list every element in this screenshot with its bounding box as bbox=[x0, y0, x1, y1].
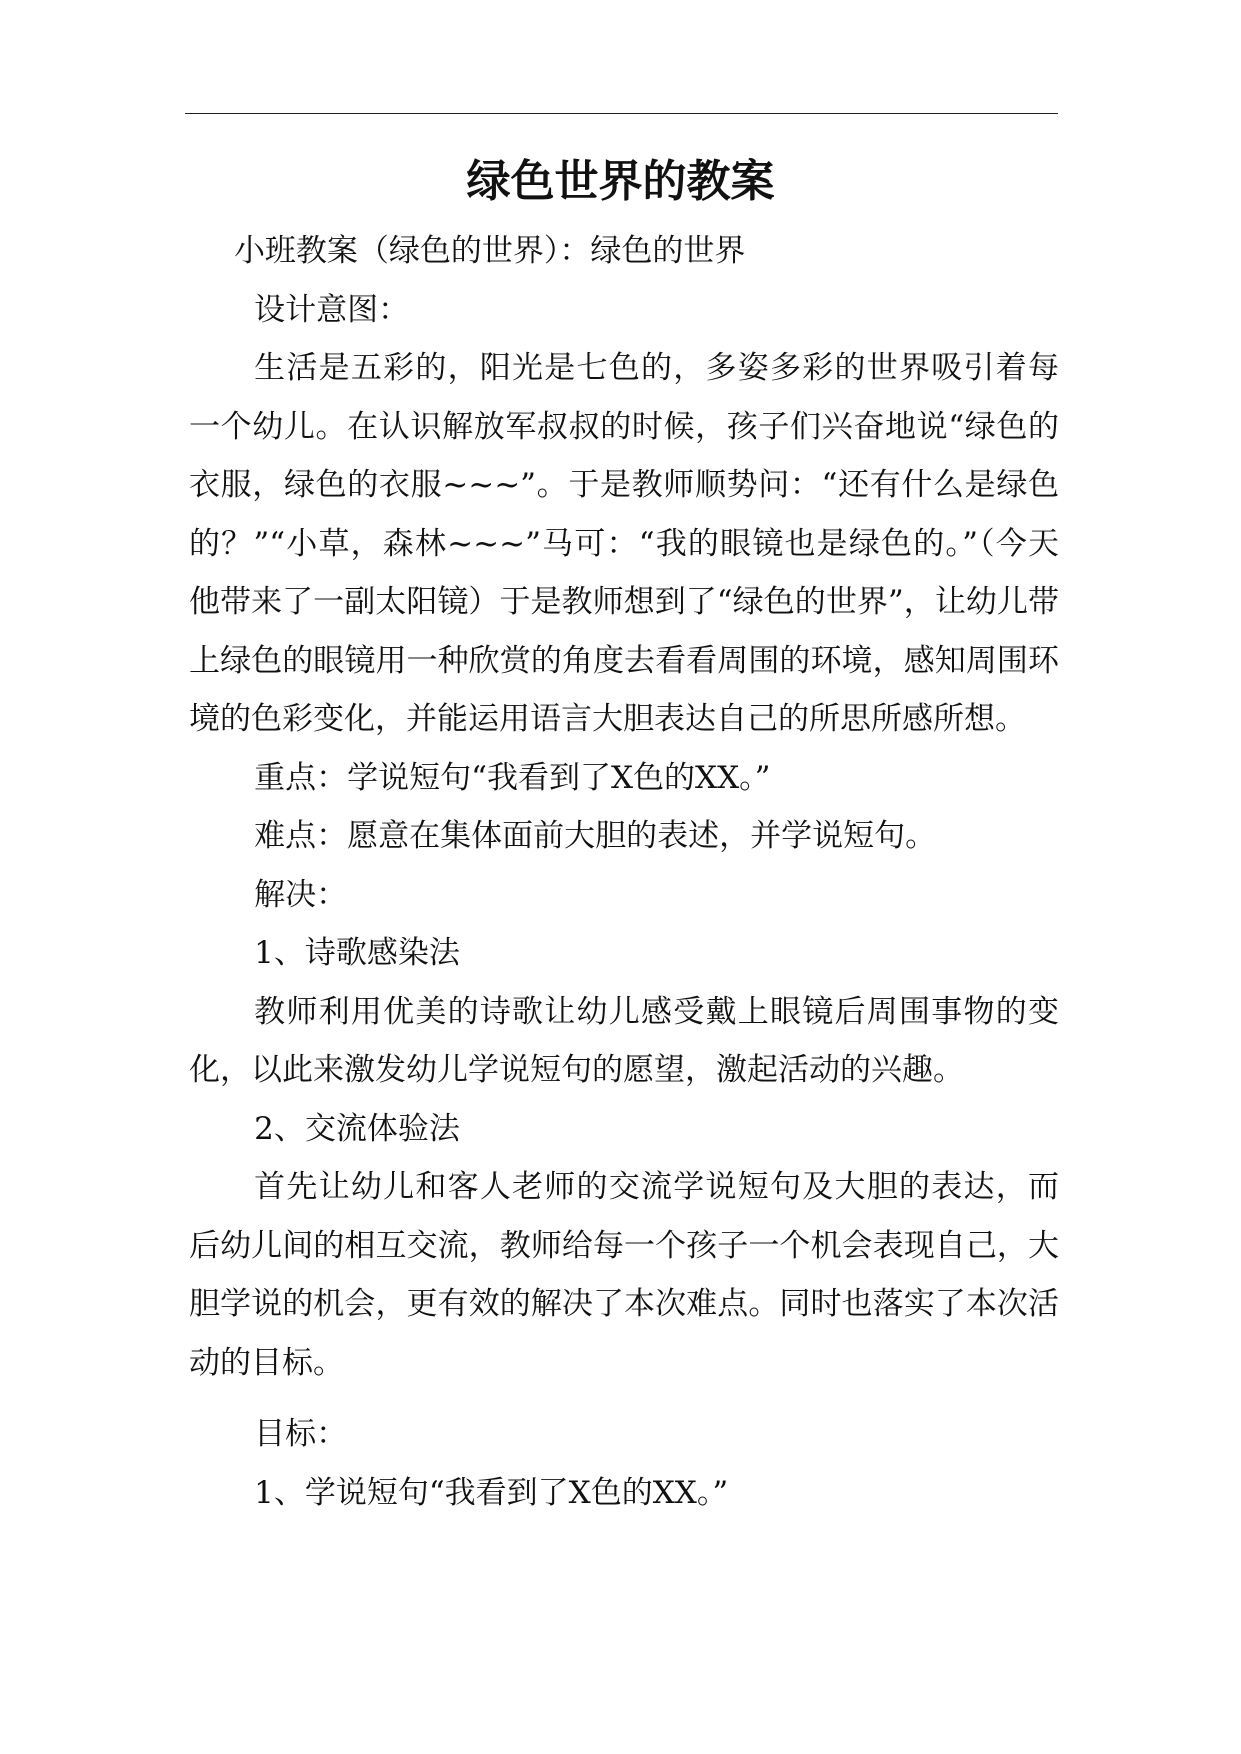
paragraph-key-point: 重点：学说短句“我看到了X色的XX。” bbox=[254, 759, 771, 796]
paragraph-method-1-text: 教师利用优美的诗歌让幼儿感受戴上眼镜后周围事物的变化，以此来激发幼儿学说短句的愿望，激起活动的兴趣。 bbox=[189, 993, 1059, 1088]
paragraph-subtitle: 小班教案（绿色的世界）：绿色的世界 bbox=[233, 233, 746, 269]
paragraph-design-intent: 生活是五彩的，阳光是七色的，多姿多彩的世界吸引着每一个幼儿。在认识解放军叔叔的时候，孩子们兴奋地说“绿色的衣服，绿色的衣服~~~”。于是教师顺势问：“还有什么是绿色的？”“小草，森林~~~”马可：“我的眼镜也是绿色的。”（今天他带来了一副太阳镜）于是教师想到了“绿色的世界”，让幼儿带上绿色的眼镜用一种欣赏的角度去看看周围的环境，感知周围环境的色彩变化，并能运用语言大胆表达自己的所思所感所想。 bbox=[189, 350, 1059, 737]
paragraph-goal-1: 1、学说短句“我看到了X色的XX。” bbox=[254, 1474, 729, 1511]
paragraph-design-heading: 设计意图： bbox=[254, 291, 410, 328]
document-title: 绿色世界的教案 bbox=[466, 156, 775, 207]
document-body bbox=[189, 222, 1059, 1522]
paragraph-solution-heading: 解决： bbox=[254, 876, 348, 913]
paragraph-difficulty: 难点：愿意在集体面前大胆的表述，并学说短句。 bbox=[254, 818, 937, 854]
paragraph-method-2-text: 首先让幼儿和客人老师的交流学说短句及大胆的表达，而后幼儿间的相互交流，教师给每一个孩子一个机会表现自己，大胆学说的机会，更有效的解决了本次难点。同时也落实了本次活动的目标。 bbox=[189, 1169, 1059, 1381]
paragraph-method-1-title: 1、诗歌感染法 bbox=[254, 935, 460, 971]
header-rule bbox=[185, 113, 1058, 114]
paragraph-method-2-title: 2、交流体验法 bbox=[254, 1110, 460, 1147]
paragraph-goals-heading: 目标： bbox=[254, 1416, 348, 1452]
